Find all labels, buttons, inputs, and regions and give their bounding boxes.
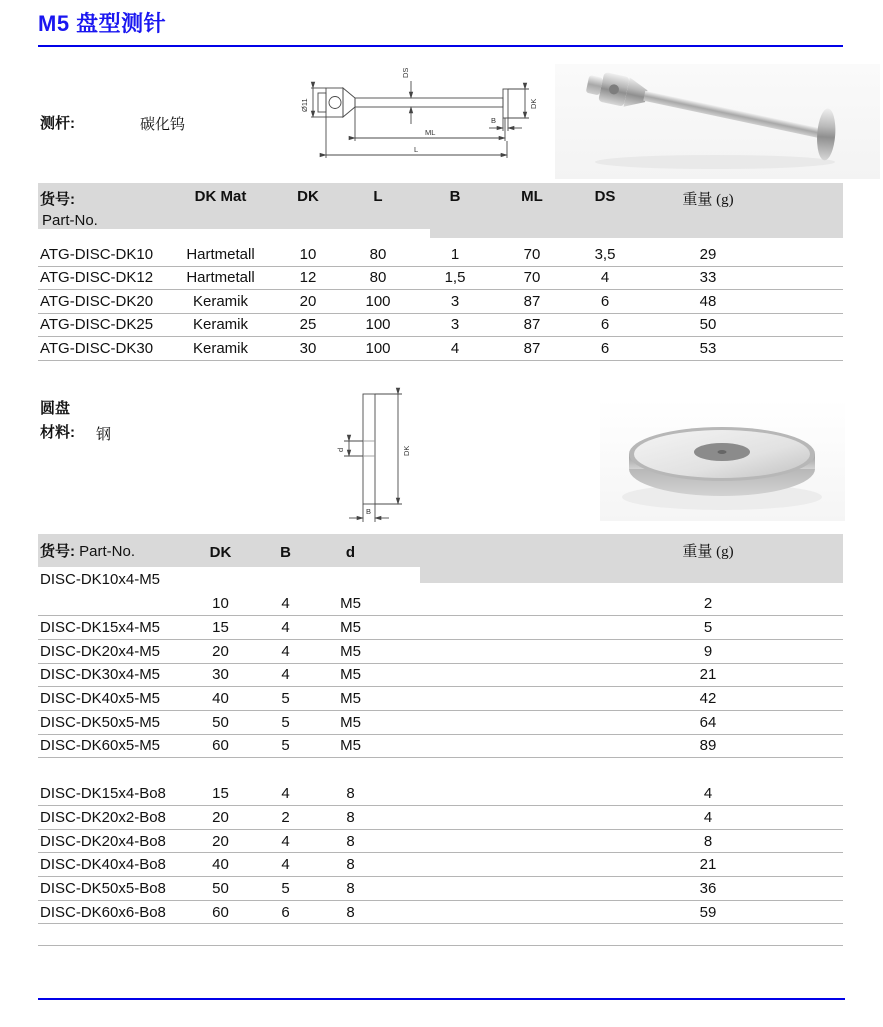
- cell-d: 8: [346, 785, 355, 803]
- stylus-table-body: [38, 243, 843, 361]
- table-row: [38, 853, 843, 877]
- cell-b: 4: [281, 785, 290, 803]
- cell-d: 8: [346, 903, 355, 921]
- table-row: [38, 314, 843, 338]
- table-row: [38, 687, 843, 711]
- cell-ml: 87: [523, 292, 541, 310]
- cell-b: 4: [281, 642, 290, 660]
- col2-part-en: Part-No.: [79, 542, 136, 560]
- col-dkmat: DK Mat: [194, 188, 247, 205]
- cell-part: DISC-DK50x5-Bo8: [40, 879, 166, 897]
- table-group-gap: [38, 758, 843, 782]
- col-ml: ML: [521, 188, 543, 205]
- cell-dk: 40: [212, 856, 229, 874]
- cell-part: DISC-DK15x4-M5: [40, 619, 161, 637]
- cell-part: DISC-DK15x4-Bo8: [40, 785, 166, 803]
- table-row: [38, 830, 843, 854]
- col-part-en: Part-No.: [42, 212, 98, 229]
- dim-label-b: B: [491, 116, 497, 125]
- cell-dk: 20: [212, 832, 229, 850]
- cell-part: ATG-DISC-DK10: [40, 245, 154, 263]
- cell-b: 4: [281, 666, 290, 684]
- cell-ds: 3,5: [594, 245, 616, 263]
- stylus-shaft-label: 测杆:: [40, 115, 75, 132]
- cell-ds: 4: [600, 269, 610, 287]
- col-l: L: [373, 188, 383, 205]
- cell-l: 100: [365, 339, 391, 357]
- cell-part: DISC-DK40x5-M5: [40, 690, 161, 708]
- col-ds: DS: [594, 188, 616, 205]
- cell-l: 80: [369, 269, 387, 287]
- table-row: [38, 290, 843, 314]
- cell-b: 4: [450, 339, 460, 357]
- cell-mat: Hartmetall: [186, 269, 255, 287]
- dim-label-dia: Ø11: [300, 98, 309, 112]
- stylus-table-header: [38, 183, 843, 229]
- stylus-photo: [555, 64, 880, 179]
- cell-part: DISC-DK60x5-M5: [40, 737, 161, 755]
- table-row: [38, 877, 843, 901]
- cell-d: M5: [340, 619, 361, 637]
- cell-weight: 33: [699, 269, 717, 287]
- cell-mat: Keramik: [192, 292, 248, 310]
- cell-l: 80: [369, 245, 387, 263]
- page-title: M5 盘型测针: [38, 11, 167, 36]
- stylus-technical-drawing: [293, 55, 548, 173]
- cell-l: 100: [365, 316, 391, 334]
- table-row: [38, 243, 843, 267]
- cell-part: DISC-DK60x6-Bo8: [40, 903, 166, 921]
- cell-b: 6: [281, 903, 290, 921]
- cell-b: 1: [450, 245, 460, 263]
- cell-weight: 8: [703, 832, 713, 850]
- cell-weight: 5: [703, 619, 713, 637]
- cell-part: DISC-DK30x4-M5: [40, 666, 161, 684]
- cell-weight: 42: [699, 690, 717, 708]
- cell-b: 4: [281, 856, 290, 874]
- col2-part-zh: 货号:: [40, 542, 75, 560]
- col2-b: B: [280, 543, 291, 561]
- cell-weight: 29: [699, 245, 717, 263]
- cell-weight: 53: [699, 339, 717, 357]
- cell-b: 1,5: [444, 269, 466, 287]
- cell-part: DISC-DK20x2-Bo8: [40, 808, 166, 826]
- cell-b: 4: [281, 619, 290, 637]
- dim-label-dk: DK: [529, 98, 538, 109]
- first-part-number: DISC-DK10x4-M5: [40, 570, 161, 588]
- cell-dk: 15: [212, 785, 229, 803]
- cell-d: M5: [340, 690, 361, 708]
- cell-dk: 25: [299, 316, 317, 334]
- cell-dk: 15: [212, 619, 229, 637]
- disc-section: [38, 361, 843, 534]
- cell-dk: 40: [212, 690, 229, 708]
- cell-weight: 36: [699, 879, 717, 897]
- cell-mat: Keramik: [192, 339, 248, 357]
- cell-part: ATG-DISC-DK20: [40, 292, 154, 310]
- cell-weight: 48: [699, 292, 717, 310]
- cell-weight: 89: [699, 737, 717, 755]
- table-row: [38, 664, 843, 688]
- cell-ml: 87: [523, 316, 541, 334]
- cell-dk: 20: [212, 642, 229, 660]
- cell-weight: 4: [703, 808, 713, 826]
- cell-dk: 10: [212, 595, 229, 613]
- cell-part: ATG-DISC-DK12: [40, 269, 154, 287]
- dim-label-ds: DS: [401, 67, 410, 78]
- col-part-zh: 货号:: [40, 191, 75, 208]
- table-footer-row: [38, 924, 843, 946]
- cell-dk: 20: [212, 808, 229, 826]
- cell-ds: 6: [600, 292, 610, 310]
- cell-d: 8: [346, 832, 355, 850]
- cell-b: 5: [281, 737, 290, 755]
- cell-ml: 70: [523, 245, 541, 263]
- cell-d: M5: [340, 713, 361, 731]
- cell-ds: 6: [600, 339, 610, 357]
- cell-dk: 50: [212, 879, 229, 897]
- cell-ds: 6: [600, 316, 610, 334]
- col-weight: 重量 (g): [682, 192, 734, 208]
- cell-part: ATG-DISC-DK25: [40, 316, 154, 334]
- disc-table: [38, 534, 843, 947]
- dim-label-ml: ML: [425, 128, 436, 137]
- col2-weight: 重量 (g): [682, 543, 734, 560]
- cell-dk: 30: [299, 339, 317, 357]
- cell-d: 8: [346, 856, 355, 874]
- cell-b: 5: [281, 879, 290, 897]
- cell-dk: 20: [299, 292, 317, 310]
- cell-weight: 21: [699, 666, 717, 684]
- table-row: [38, 267, 843, 291]
- cell-part: DISC-DK20x4-M5: [40, 642, 161, 660]
- cell-b: 2: [281, 808, 290, 826]
- col2-d: d: [345, 543, 356, 561]
- cell-weight: 21: [699, 856, 717, 874]
- cell-b: 4: [281, 595, 290, 613]
- dim-label-b2: B: [366, 506, 372, 516]
- disc-technical-drawing: [330, 386, 440, 531]
- cell-dk: 12: [299, 269, 317, 287]
- table-row: [38, 901, 843, 925]
- cell-l: 100: [365, 292, 391, 310]
- cell-d: M5: [340, 595, 361, 613]
- table-row: [38, 782, 843, 806]
- cell-weight: 59: [699, 903, 717, 921]
- cell-weight: 4: [703, 785, 713, 803]
- stylus-table: [38, 183, 843, 361]
- cell-dk: 50: [212, 713, 229, 731]
- cell-b: 3: [450, 316, 460, 334]
- disc-label: 圆盘: [40, 399, 71, 417]
- table-row: [38, 593, 843, 617]
- disc-photo: [600, 399, 845, 521]
- disc-table-header: [38, 534, 843, 567]
- cell-mat: Keramik: [192, 316, 248, 334]
- cell-ml: 70: [523, 269, 541, 287]
- disc-table-body-bo8: [38, 782, 843, 924]
- cell-part: DISC-DK20x4-Bo8: [40, 832, 166, 850]
- cell-d: M5: [340, 737, 361, 755]
- dim-label-dk2: DK: [402, 445, 411, 456]
- cell-mat: Hartmetall: [186, 245, 255, 263]
- cell-d: M5: [340, 666, 361, 684]
- table-row: [38, 616, 843, 640]
- cell-b: 5: [281, 690, 290, 708]
- cell-part: DISC-DK50x5-M5: [40, 713, 161, 731]
- table-row: [38, 711, 843, 735]
- disc-material-value: 钢: [96, 426, 112, 443]
- dim-label-l: L: [414, 145, 419, 154]
- cell-d: 8: [346, 879, 355, 897]
- disc-table-body-m5: [38, 593, 843, 759]
- cell-b: 3: [450, 292, 460, 310]
- cell-d: 8: [346, 808, 355, 826]
- table-row: [38, 337, 843, 361]
- cell-dk: 60: [212, 737, 229, 755]
- bottom-rule: [38, 998, 845, 1000]
- cell-ml: 87: [523, 339, 541, 357]
- cell-weight: 50: [699, 316, 717, 334]
- disc-material-label: 材料:: [40, 423, 75, 441]
- cell-weight: 2: [703, 595, 713, 613]
- col-b: B: [449, 188, 461, 205]
- cell-d: M5: [340, 642, 361, 660]
- table-row: [38, 735, 843, 759]
- cell-dk: 60: [212, 903, 229, 921]
- stylus-section: [38, 47, 843, 183]
- dim-label-d: d: [336, 447, 345, 452]
- cell-b: 5: [281, 713, 290, 731]
- cell-weight: 64: [699, 713, 717, 731]
- col-dk: DK: [297, 188, 319, 205]
- cell-dk: 10: [299, 245, 317, 263]
- stylus-material-value: 碳化钨: [140, 117, 186, 133]
- table-row: [38, 640, 843, 664]
- table-row: [38, 806, 843, 830]
- col2-dk: DK: [209, 543, 232, 561]
- cell-b: 4: [281, 832, 290, 850]
- cell-part: DISC-DK40x4-Bo8: [40, 856, 166, 874]
- cell-part: ATG-DISC-DK30: [40, 339, 154, 357]
- cell-weight: 9: [703, 642, 713, 660]
- cell-dk: 30: [212, 666, 229, 684]
